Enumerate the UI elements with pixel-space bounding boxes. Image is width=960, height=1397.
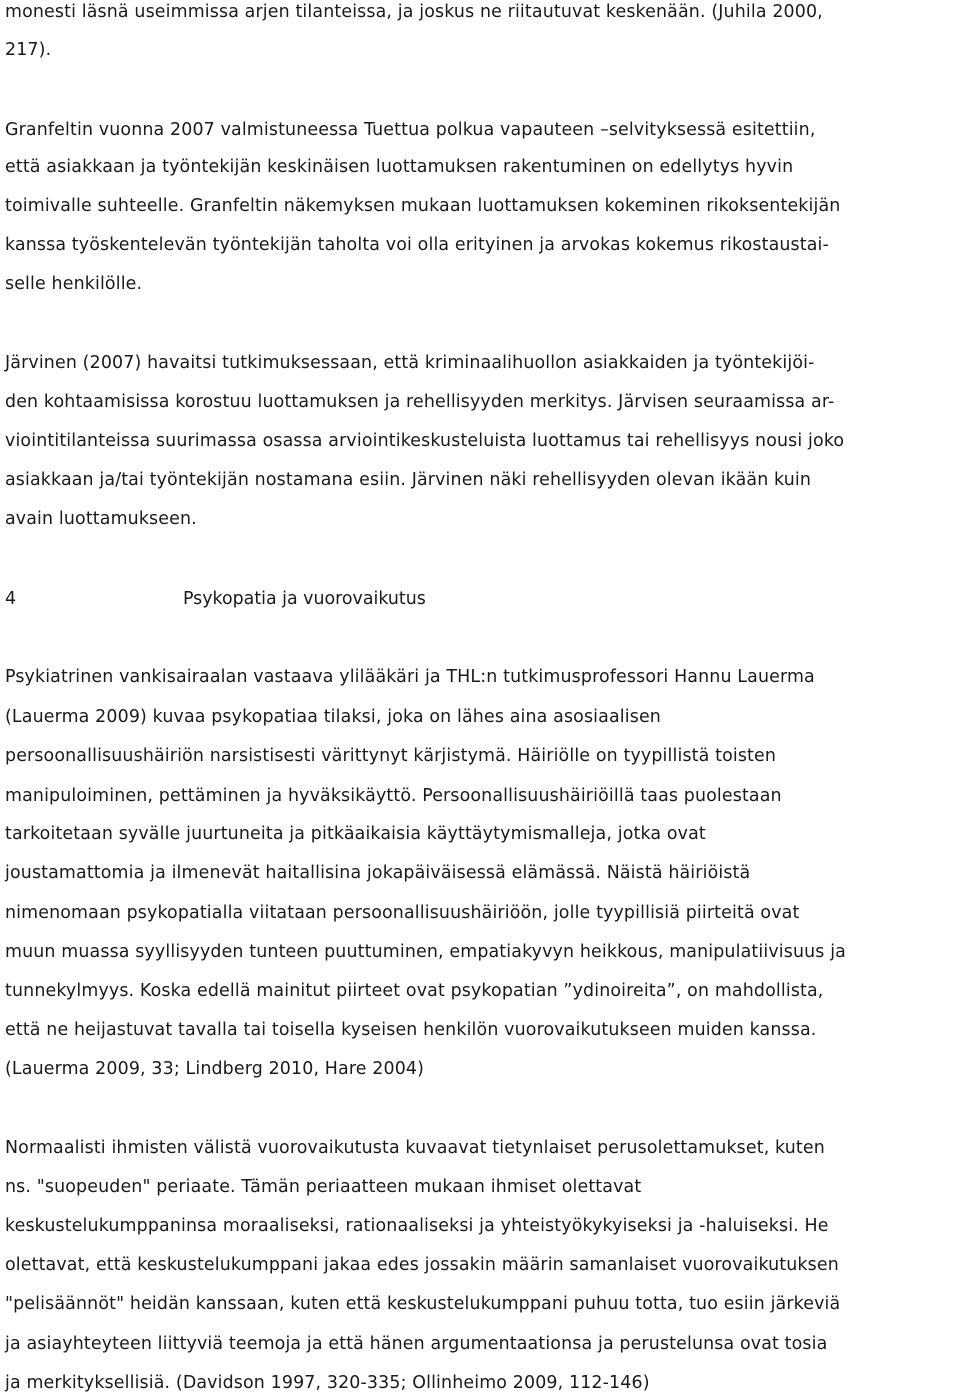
text-line: asiakkaan ja/tai työntekijän nostamana esiin. Järvinen näki rehellisyyden olevan ikään kuin [5, 470, 812, 490]
text-line: (Lauerma 2009) kuvaa psykopatiaa tilaksi, joka on lähes aina asosiaalisen [5, 707, 661, 727]
text-line: viointitilanteissa suurimassa osassa arviointikeskusteluista luottamus tai rehellisyys nousi joko [5, 431, 845, 451]
text-line: ns. "suopeuden" periaate. Tämän periaatteen mukaan ihmiset olettavat [5, 1177, 642, 1197]
text-line: kanssa työskentelevän työntekijän taholta voi olla erityinen ja arvokas kokemus rikostaustai- [5, 235, 829, 255]
text-line: ja merkityksellisiä. (Davidson 1997, 320-335; Ollinheimo 2009, 112-146) [5, 1373, 650, 1393]
section-number: 4 [5, 589, 17, 609]
text-line: toimivalle suhteelle. Granfeltin näkemyksen mukaan luottamuksen kokeminen rikoksentekijän [5, 196, 841, 216]
text-line: (Lauerma 2009, 33; Lindberg 2010, Hare 2004) [5, 1059, 425, 1079]
text-line: että asiakkaan ja työntekijän keskinäisen luottamuksen rakentuminen on edellytys hyvin [5, 157, 794, 177]
text-line: manipuloiminen, pettäminen ja hyväksikäyttö. Persoonallisuushäiriöillä taas puolestaan [5, 786, 782, 806]
text-line: Normaalisti ihmisten välistä vuorovaikutusta kuvaavat tietynlaiset perusolettamukset, kuten [5, 1138, 825, 1158]
text-line: että ne heijastuvat tavalla tai toisella kyseisen henkilön vuorovaikutukseen muiden kanssa. [5, 1020, 817, 1040]
text-line: Järvinen (2007) havaitsi tutkimuksessaan, että kriminaalihuollon asiakkaiden ja työntekijöi- [5, 353, 815, 373]
text-line: olettavat, että keskustelukumppani jakaa edes jossakin määrin samanlaiset vuorovaikutuksen [5, 1255, 839, 1275]
text-line: nimenomaan psykopatialla viitataan persoonallisuushäiriöön, jolle tyypillisiä piirteitä ovat [5, 903, 800, 923]
text-line: ja asiayhteyteen liittyviä teemoja ja että hänen argumentaationsa ja perustelunsa ovat tosia [5, 1334, 828, 1354]
text-line: tunnekylmyys. Koska edellä mainitut piirteet ovat psykopatian ”ydinoireita”, on mahdollista, [5, 981, 824, 1001]
text-line: den kohtaamisissa korostuu luottamuksen ja rehellisyyden merkitys. Järvisen seuraamissa ar- [5, 392, 835, 412]
text-line: keskustelukumppaninsa moraaliseksi, rationaaliseksi ja yhteistyökykyiseksi ja -haluiseksi. He [5, 1216, 829, 1236]
text-line: selle henkilölle. [5, 274, 143, 294]
text-line: muun muassa syyllisyyden tunteen puuttuminen, empatiakyvyn heikkous, manipulatiivisuus ja [5, 942, 846, 962]
text-line: monesti läsnä useimmissa arjen tilanteissa, ja joskus ne riitautuvat keskenään. (Juhila 2000, [5, 2, 823, 22]
text-line: tarkoitetaan syvälle juurtuneita ja pitkäaikaisia käyttäytymismalleja, jotka ovat [5, 824, 706, 844]
text-line: avain luottamukseen. [5, 509, 197, 529]
text-line: joustamattomia ja ilmenevät haitallisina jokapäiväisessä elämässä. Näistä häiriöistä [5, 863, 751, 883]
text-line: Granfeltin vuonna 2007 valmistuneessa Tuettua polkua vapauteen –selvityksessä esitettiin, [5, 120, 816, 140]
text-line: Psykiatrinen vankisairaalan vastaava ylilääkäri ja THL:n tutkimusprofessori Hannu Lauerma [5, 667, 815, 687]
text-line: 217). [5, 40, 52, 60]
text-line: "pelisäännöt" heidän kanssaan, kuten että keskustelukumppani puhuu totta, tuo esiin järkeviä [5, 1294, 841, 1314]
text-line: persoonallisuushäiriön narsistisesti värittynyt kärjistymä. Häiriölle on tyypillistä toisten [5, 746, 777, 766]
section-title: Psykopatia ja vuorovaikutus [183, 589, 426, 609]
